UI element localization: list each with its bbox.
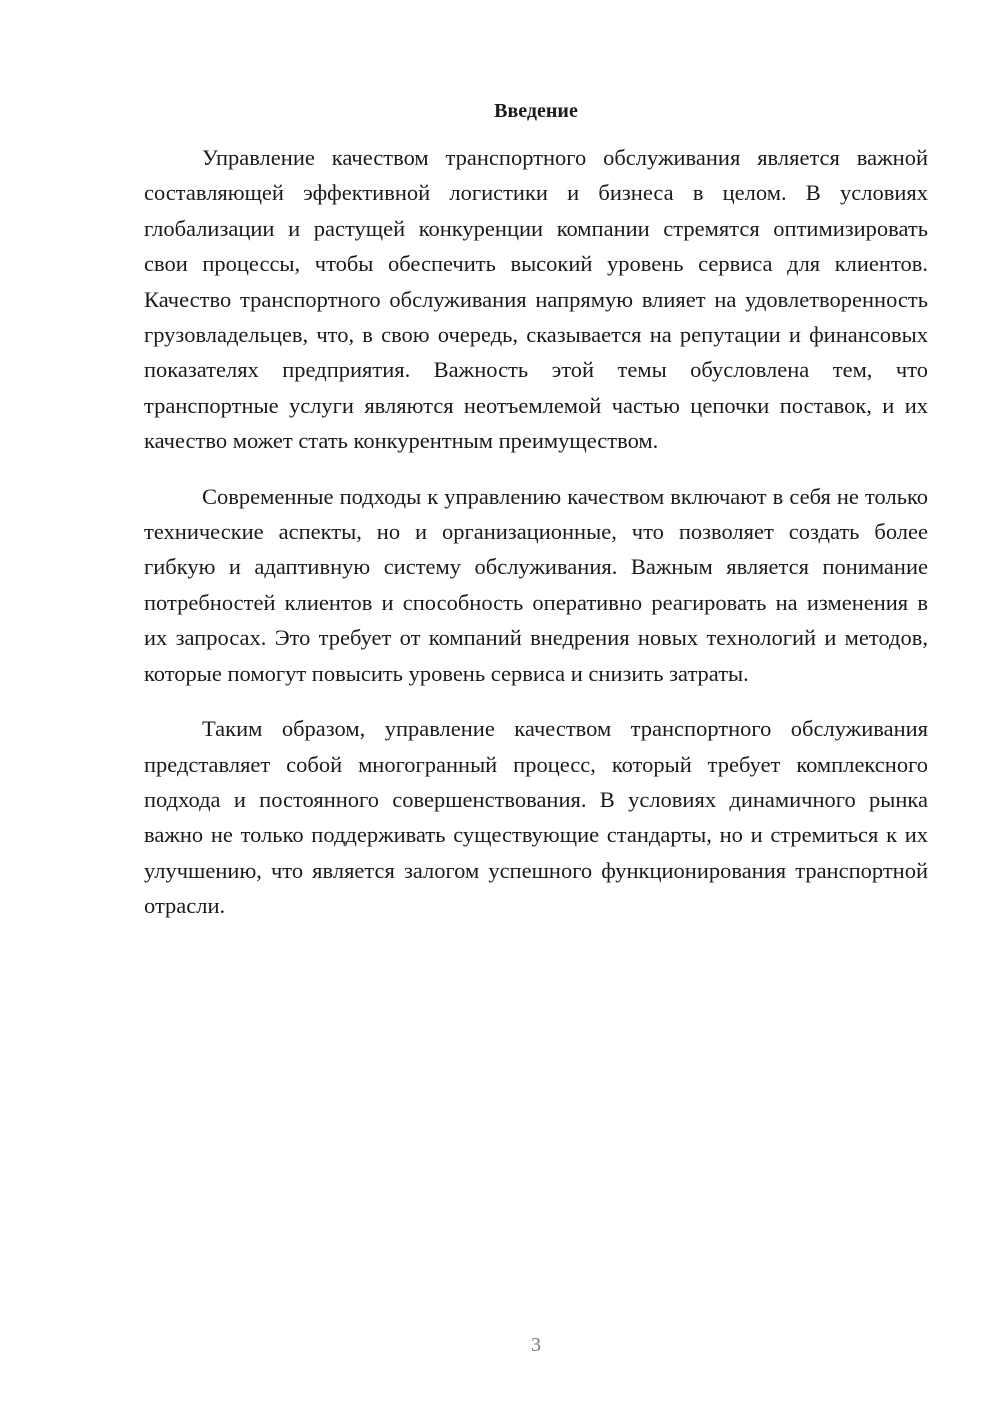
page-content <box>144 96 928 944</box>
page-number: 3 <box>531 1334 541 1356</box>
paragraph-3: Таким образом, управление качеством транспортного обслуживания представляет собой многогранный процесс, который требует комплексного подхода и постоянного совершенствования. В условиях динамичного рынка важно не только поддерживать существующие стандарты, но и стремиться к их улучшению, что является залогом успешного функционирования транспортной отрасли. <box>144 716 928 919</box>
paragraph-2: Современные подходы к управлению качеством включают в себя не только технические аспекты, но и организационные, что позволяет создать более гибкую и адаптивную систему обслуживания. Важным является понимание потребностей клиентов и способность оперативно реагировать на изменения в их запросах. Это требует от компаний внедрения новых технологий и методов, которые помогут повысить уровень сервиса и снизить затраты. <box>144 483 928 686</box>
section-title: Введение <box>494 100 578 122</box>
paragraph-1: Управление качеством транспортного обслуживания является важной составляющей эффективной логистики и бизнеса в целом. В условиях глобализации и растущей конкуренции компании стремятся оптимизировать свои процессы, чтобы обеспечить высокий уровень сервиса для клиентов. Качество транспортного обслуживания напрямую влияет на удовлетворенность грузовладельцев, что, в свою очередь, сказывается на репутации и финансовых показателях предприятия. Важность этой темы обусловлена тем, что транспортные услуги являются неотъемлемой частью цепочки поставок, и их качество может стать конкурентным преимуществом. <box>144 145 928 454</box>
